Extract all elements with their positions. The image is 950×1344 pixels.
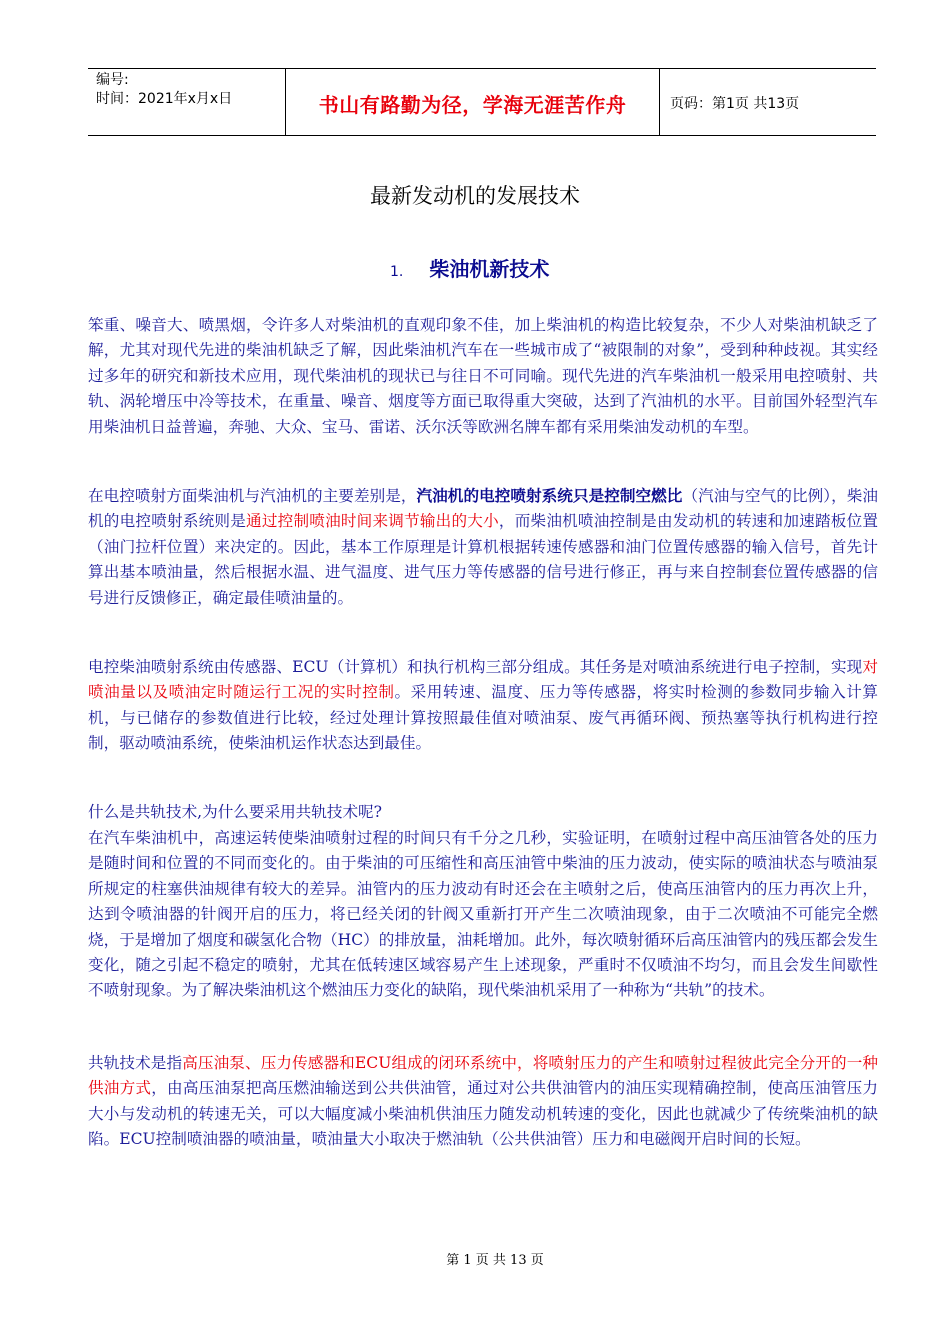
section-title: 柴油机新技术: [429, 257, 550, 281]
header-table: [88, 68, 876, 136]
paragraph-2-emphasis: 汽油机的电控喷射系统只是控制空燃比: [416, 486, 683, 505]
paragraph-5-highlight: 高压油泵、压力传感器和ECU组成的闭环系统中，将喷射压力的产生和喷射过程彼此完全分开的一种供油方式: [88, 1054, 878, 1098]
section-heading: [390, 253, 549, 282]
header-page-info: 页码：第1页 共13页: [670, 96, 800, 112]
paragraph-3: [88, 655, 878, 757]
time-label: 时间：2021年x月x日: [96, 91, 233, 107]
page-footer: 第 1 页 共 13 页: [446, 1253, 544, 1268]
paragraph-3-highlight: 对喷油量以及喷油定时随运行工况的实时控制: [88, 658, 878, 702]
paragraph-5-text-c: ，由高压油泵把高压燃油输送到公共供油管，通过对公共供油管内的油压实现精确控制，使高压油管压力大小与发动机的转速无关，可以大幅度减小柴油机供油压力随发动机转速的变化，因此也就减少了传统柴油机的缺陷。ECU控制喷油器的喷油量，喷油量大小取决于燃油轨（公共供油管）压力和电磁阀开启时间的长短。: [88, 1079, 878, 1149]
paragraph-2: [88, 483, 878, 611]
section-number: 1.: [390, 264, 404, 280]
paragraph-1: 笨重、噪音大、喷黑烟，令许多人对柴油机的直观印象不佳，加上柴油机的构造比较复杂，不少人对柴油机缺乏了解，尤其对现代先进的柴油机缺乏了解，因此柴油机汽车在一些城市成了“被限制的对象”，受到种种歧视。其实经过多年的研究和新技术应用，现代柴油机的现状已与往日不可同喻。现代先进的汽车柴油机一般采用电控喷射、共轨、涡轮增压中冷等技术，在重量、噪音、烟度等方面已取得重大突破，达到了汽油机的水平。目前国外轻型汽车用柴油机日益普遍，奔驰、大众、宝马、雷诺、沃尔沃等欧洲名牌车都有采用柴油发动机的车型。: [88, 316, 878, 436]
paragraph-5-text-a: 共轨技术是指: [88, 1054, 183, 1072]
paragraph-2-text-e: ，而柴油机喷油控制是由发动机的转速和加速踏板位置（油门拉杆位置）来决定的。因此，基本工作原理是计算机根据转速传感器和油门位置传感器的输入信号，首先计算出基本喷油量，然后根据水温、进气温度、进气压力等传感器的信号进行修正，再与来自控制套位置传感器的信号进行反馈修正，确定最佳喷油量的。: [88, 512, 878, 607]
paragraph-3-text-c: 。采用转速、温度、压力等传感器，将实时检测的参数同步输入计算机，与已储存的参数值进行比较，经过处理计算按照最佳值对喷油泵、废气再循环阀、预热塞等执行机构进行控制，驱动喷油系统，使柴油机运作状态达到最佳。: [88, 683, 878, 753]
paragraph-3-text-a: 电控柴油喷射系统由传感器、ECU（计算机）和执行机构三部分组成。其任务是对喷油系统进行电子控制，实现: [88, 658, 863, 676]
paragraph-5: [88, 1051, 878, 1153]
document-title: 最新发动机的发展技术: [370, 184, 580, 208]
header-motto: 书山有路勤为径，学海无涯苦作舟: [286, 69, 660, 135]
paragraph-4-body: 在汽车柴油机中，高速运转使柴油喷射过程的时间只有千分之几秒，实验证明，在喷射过程中高压油管各处的压力是随时间和位置的不同而变化的。由于柴油的可压缩性和高压油管中柴油的压力波动，使实际的喷油状态与喷油泵所规定的柱塞供油规律有较大的差异。油管内的压力波动有时还会在主喷射之后，使高压油管内的压力再次上升，达到令喷油器的针阀开启的压力，将已经关闭的针阀又重新打开产生二次喷油现象，由于二次喷油不可能完全燃烧，于是增加了烟度和碳氢化合物（HC）的排放量，油耗增加。此外，每次喷射循环后高压油管内的残压都会发生变化，随之引起不稳定的喷射，尤其在低转速区域容易产生上述现象，严重时不仅喷油不均匀，而且会发生间歇性不喷射现象。为了解决柴油机这个燃油压力变化的缺陷，现代柴油机采用了一种称为“共轨”的技术。: [88, 829, 878, 1000]
header-left-cell: [88, 69, 286, 135]
paragraph-2-text-a: 在电控喷射方面柴油机与汽油机的主要差别是，: [88, 487, 417, 505]
paragraph-2-highlight: 通过控制喷油时间来调节输出的大小: [246, 512, 499, 531]
serial-label: 编号:: [96, 72, 129, 88]
paragraph-4-question: 什么是共轨技术,为什么要采用共轨技术呢?: [88, 803, 383, 821]
paragraph-2-text-c: （汽油与空气的比例），柴油机的电控喷射系统则是: [88, 487, 878, 531]
